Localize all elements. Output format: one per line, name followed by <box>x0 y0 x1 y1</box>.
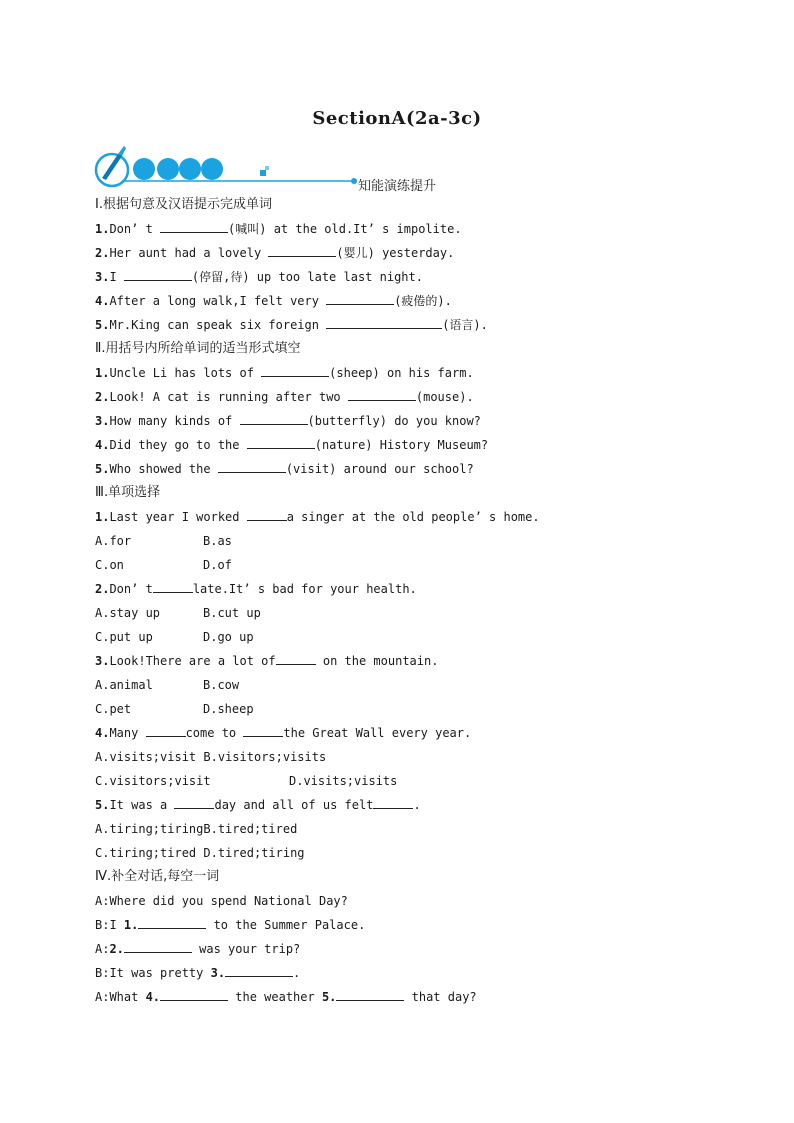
section4-heading: Ⅳ.补全对话,每空一词 <box>95 869 220 884</box>
s3-q2: 2.Don’ t late.It’ s bad for your health. <box>95 579 735 603</box>
dialog-line-5: A:What 4. the weather 5. that day? <box>95 987 735 1011</box>
option-d[interactable]: D.go up <box>203 630 254 644</box>
worksheet-content <box>95 195 735 1011</box>
answer-blank[interactable] <box>160 987 228 1001</box>
s3-q4-options-ab <box>95 747 735 771</box>
s2-q5: 5.Who showed the (visit) around our school? <box>95 459 735 483</box>
s3-q5-options-ab <box>95 819 735 843</box>
option-b[interactable]: B.cow <box>203 678 240 692</box>
option-a[interactable]: A.tiring;tiring <box>95 822 204 836</box>
answer-blank[interactable] <box>153 579 193 593</box>
s3-q1-options-cd <box>95 555 735 579</box>
dialog-line-1: A:Where did you spend National Day? <box>95 894 348 908</box>
section1-heading: Ⅰ.根据句意及汉语提示完成单词 <box>95 197 272 212</box>
answer-blank[interactable] <box>261 363 329 377</box>
option-b[interactable]: B.visitors;visits <box>203 750 327 764</box>
page-title: SectionA(2a-3c) <box>312 108 482 129</box>
s2-q2: 2.Look! A cat is running after two (mouse). <box>95 387 735 411</box>
option-b[interactable]: B.as <box>203 534 232 548</box>
option-b[interactable]: B.cut up <box>203 606 261 620</box>
answer-blank[interactable] <box>247 507 287 521</box>
s3-q4: 4.Many come to the Great Wall every year. <box>95 723 735 747</box>
s3-q1: 1.Last year I worked a singer at the old people’ s home. <box>95 507 735 531</box>
answer-blank[interactable] <box>373 795 413 809</box>
dialog-line-2: B:I 1. to the Summer Palace. <box>95 915 735 939</box>
brush-icon <box>96 146 128 186</box>
answer-blank[interactable] <box>218 459 286 473</box>
option-a[interactable]: A.animal <box>95 678 153 692</box>
option-c[interactable]: C.visitors;visit <box>95 774 211 788</box>
answer-blank[interactable] <box>326 315 442 329</box>
answer-blank[interactable] <box>336 987 404 1001</box>
answer-blank[interactable] <box>138 915 206 929</box>
s3-q2-options-ab <box>95 603 735 627</box>
answer-blank[interactable] <box>240 411 308 425</box>
answer-blank[interactable] <box>326 291 394 305</box>
answer-blank[interactable] <box>268 243 336 257</box>
answer-blank[interactable] <box>276 651 316 665</box>
s3-q3: 3.Look!There are a lot of on the mountain. <box>95 651 735 675</box>
option-d[interactable]: D.visits;visits <box>289 774 398 788</box>
option-c[interactable]: C.on <box>95 558 124 572</box>
answer-blank[interactable] <box>160 219 228 233</box>
s3-q5-options-cd <box>95 843 735 867</box>
section2-heading: Ⅱ.用括号内所给单词的适当形式填空 <box>95 341 301 356</box>
answer-blank[interactable] <box>225 963 293 977</box>
s1-q5: 5.Mr.King can speak six foreign (语言). <box>95 315 735 339</box>
s3-q3-options-ab <box>95 675 735 699</box>
answer-blank[interactable] <box>174 795 214 809</box>
option-d[interactable]: D.tired;tiring <box>203 846 305 860</box>
answer-blank[interactable] <box>243 723 283 737</box>
s2-q3: 3.How many kinds of (butterfly) do you know? <box>95 411 735 435</box>
dialog-line-4: B:It was pretty 3. . <box>95 963 735 987</box>
option-a[interactable]: A.for <box>95 534 132 548</box>
option-a[interactable]: A.stay up <box>95 606 161 620</box>
s3-q5: 5.It was a day and all of us felt . <box>95 795 735 819</box>
s2-q4: 4.Did they go to the (nature) History Museum? <box>95 435 735 459</box>
option-c[interactable]: C.tiring;tired <box>95 846 197 860</box>
answer-blank[interactable] <box>146 723 186 737</box>
option-b[interactable]: B.tired;tired <box>203 822 298 836</box>
section3-heading: Ⅲ.单项选择 <box>95 485 161 500</box>
answer-blank[interactable] <box>124 939 192 953</box>
s1-q3: 3.I (停留,待) up too late last night. <box>95 267 735 291</box>
s1-q2: 2.Her aunt had a lovely (婴儿) yesterday. <box>95 243 735 267</box>
option-c[interactable]: C.put up <box>95 630 153 644</box>
option-a[interactable]: A.visits;visit <box>95 750 197 764</box>
answer-blank[interactable] <box>247 435 315 449</box>
s3-q1-options-ab <box>95 531 735 555</box>
banner-label: 知能演练提升 <box>358 179 437 194</box>
option-d[interactable]: D.sheep <box>203 702 254 716</box>
s1-q4: 4.After a long walk,I felt very (疲倦的). <box>95 291 735 315</box>
s3-q3-options-cd <box>95 699 735 723</box>
s2-q1: 1.Uncle Li has lots of (sheep) on his farm. <box>95 363 735 387</box>
dialog-line-3: A:2. was your trip? <box>95 939 735 963</box>
answer-blank[interactable] <box>348 387 416 401</box>
option-c[interactable]: C.pet <box>95 702 132 716</box>
answer-blank[interactable] <box>124 267 192 281</box>
s3-q2-options-cd <box>95 627 735 651</box>
s1-q1: 1.Don’ t (喊叫) at the old.It’ s impolite. <box>95 219 735 243</box>
s3-q4-options-cd <box>95 771 735 795</box>
option-d[interactable]: D.of <box>203 558 232 572</box>
